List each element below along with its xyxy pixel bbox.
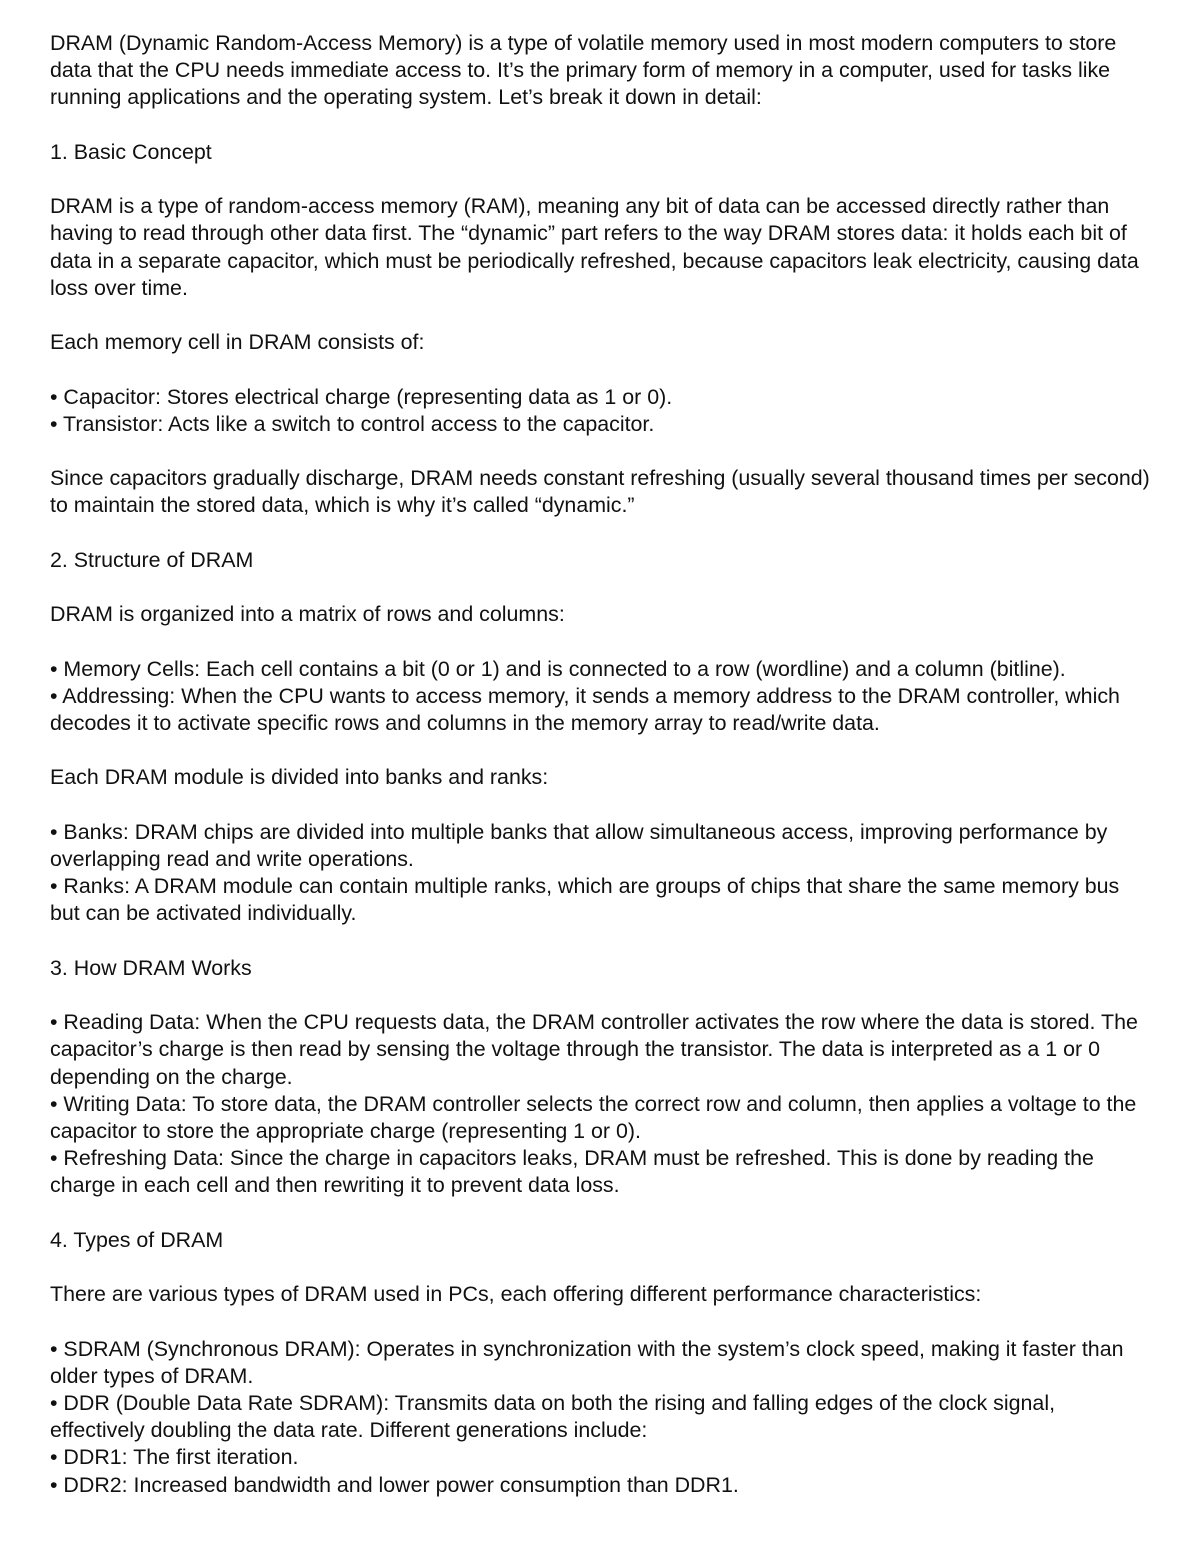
bullet-reading-data: • Reading Data: When the CPU requests data, the DRAM controller activates the row where the data is stored. The capacitor’s charge is then read by sensing the voltage through the transistor. The data is interpreted as a 1 or 0 depending on the charge.: [50, 1010, 1138, 1089]
types-paragraph: There are various types of DRAM used in PCs, each offering different performance characteristics:: [50, 1282, 982, 1307]
bullet-transistor: • Transistor: Acts like a switch to control access to the capacitor.: [50, 411, 655, 436]
section-heading-how-dram-works: 3. How DRAM Works: [50, 955, 252, 980]
banks-ranks-paragraph: Each DRAM module is divided into banks and ranks:: [50, 765, 549, 790]
bullet-sdram: • SDRAM (Synchronous DRAM): Operates in synchronization with the system’s clock speed, making it faster than older types of DRAM.: [50, 1336, 1124, 1388]
document-page: [50, 30, 1150, 1499]
bullet-ddr1: • DDR1: The first iteration.: [50, 1445, 299, 1470]
bullet-banks: • Banks: DRAM chips are divided into multiple banks that allow simultaneous access, improving performance by overlapping read and write operations.: [50, 819, 1108, 871]
bullet-refreshing-data: • Refreshing Data: Since the charge in capacitors leaks, DRAM must be refreshed. This is done by reading the charge in each cell and then rewriting it to prevent data loss.: [50, 1146, 1094, 1198]
refresh-paragraph: Since capacitors gradually discharge, DRAM needs constant refreshing (usually several thousand times per second) to maintain the stored data, which is why it’s called “dynamic.”: [50, 466, 1150, 518]
structure-paragraph: DRAM is organized into a matrix of rows and columns:: [50, 602, 565, 627]
bullet-memory-cells: • Memory Cells: Each cell contains a bit (0 or 1) and is connected to a row (wordline) and a column (bitline).: [50, 656, 1066, 681]
section-heading-basic-concept: 1. Basic Concept: [50, 139, 212, 164]
section-heading-structure: 2. Structure of DRAM: [50, 547, 254, 572]
section-heading-types: 4. Types of DRAM: [50, 1227, 224, 1252]
intro-paragraph: DRAM (Dynamic Random-Access Memory) is a type of volatile memory used in most modern computers to store data that the CPU needs immediate access to. It’s the primary form of memory in a computer, used for tasks like running applications and the operating system. Let’s break it down in detail:: [50, 31, 1117, 110]
bullet-writing-data: • Writing Data: To store data, the DRAM controller selects the correct row and column, then applies a voltage to the capacitor to store the appropriate charge (representing 1 or 0).: [50, 1091, 1137, 1143]
bullet-capacitor: • Capacitor: Stores electrical charge (representing data as 1 or 0).: [50, 384, 673, 409]
bullet-addressing: • Addressing: When the CPU wants to access memory, it sends a memory address to the DRAM controller, which decodes it to activate specific rows and columns in the memory array to read/write data.: [50, 683, 1120, 735]
memory-cell-intro: Each memory cell in DRAM consists of:: [50, 330, 425, 355]
basic-concept-paragraph: DRAM is a type of random-access memory (RAM), meaning any bit of data can be accessed directly rather than having to read through other data first. The “dynamic” part refers to the way DRAM stores data: it holds each bit of data in a separate capacitor, which must be periodically refreshed, because capacitors leak electricity, causing data loss over time.: [50, 194, 1139, 300]
bullet-ranks: • Ranks: A DRAM module can contain multiple ranks, which are groups of chips that share the same memory bus but can be activated individually.: [50, 874, 1120, 926]
bullet-ddr2: • DDR2: Increased bandwidth and lower power consumption than DDR1.: [50, 1472, 739, 1497]
bullet-ddr: • DDR (Double Data Rate SDRAM): Transmits data on both the rising and falling edges of the clock signal, effectively doubling the data rate. Different generations include:: [50, 1390, 1056, 1443]
